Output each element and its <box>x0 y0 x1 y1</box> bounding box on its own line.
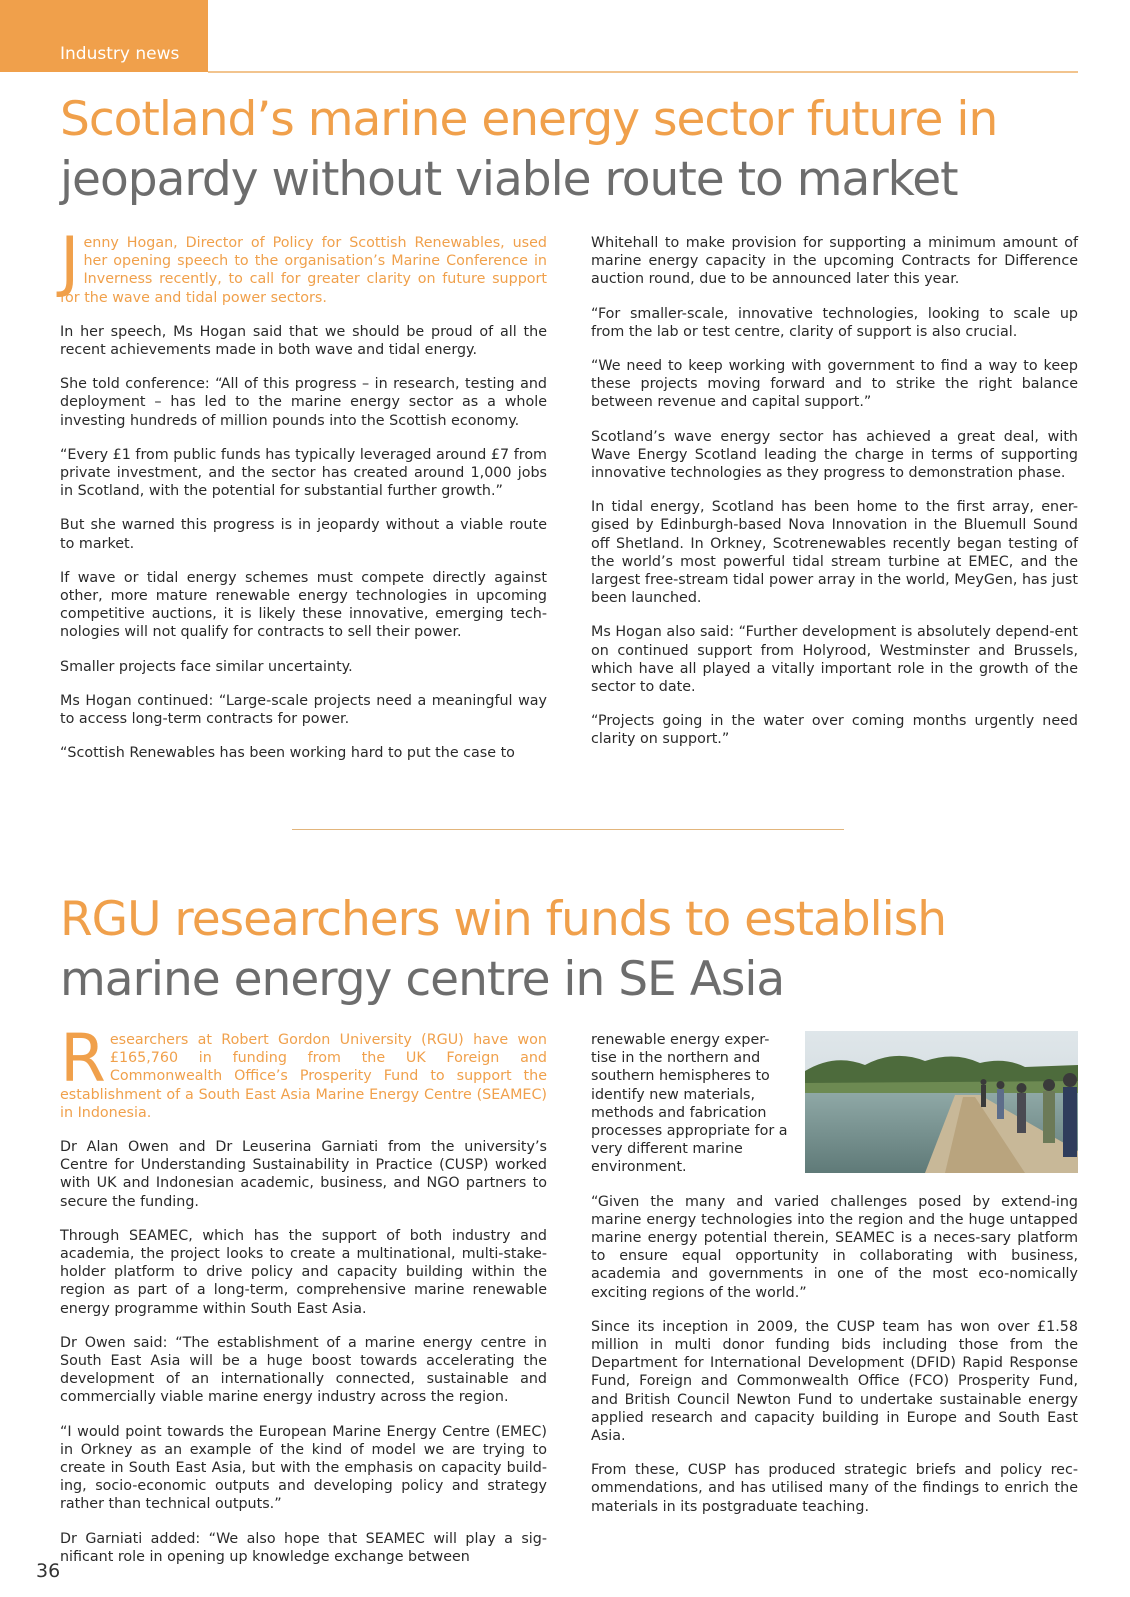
header-rule <box>208 71 1078 73</box>
article2-dropcap: R <box>60 1020 106 1097</box>
paragraph: “Projects going in the water over coming months urgently need clarity on support.” <box>591 713 1078 748</box>
article2-lead-text: esearchers at Robert Gordon University (RGU) have won £165,760 in funding from the UK Foreign and Commonwealth Office’s Prosperity Fund to support the establishment of a South East Asia Marine Energy Centre (SEAMEC) in Indonesia. <box>60 1032 547 1121</box>
coastal-walk-photo <box>805 1031 1078 1173</box>
article1-column-1 <box>60 223 547 778</box>
paragraph: If wave or tidal energy schemes must compete directly against other, more mature renewable energy technologies in upcoming competitive auctions, it is likely these innovative, emerging tech-nologies will not qualify for contracts to sell their power. <box>60 569 547 641</box>
article1-dropcap: J <box>60 223 80 300</box>
article1-headline <box>60 90 997 210</box>
paragraph: From these, CUSP has produced strategic briefs and policy rec-ommendations, and has utilised many of the findings to enrich the materials in its postgraduate teaching. <box>591 1462 1078 1515</box>
section-divider <box>292 829 844 830</box>
paragraph: “For smaller-scale, innovative technologies, looking to scale up from the lab or test centre, clarity of support is also crucial. <box>591 305 1078 340</box>
paragraph: Dr Garniati added: “We also hope that SEAMEC will play a sig-nificant role in opening up knowledge exchange between <box>60 1530 547 1565</box>
paragraph: “Scottish Renewables has been working hard to put the case to <box>60 745 515 762</box>
article1-headline-accent: Scotland’s marine energy sector future in <box>60 92 998 147</box>
paragraph: Smaller projects face similar uncertainty. <box>60 658 353 675</box>
page-number: 36 <box>36 1560 61 1582</box>
paragraph: Ms Hogan also said: “Further development is absolutely depend-ent on continued support from Holyrood, Westminster and Brussels, which have all played a vitally important role in the growth of the sector to date. <box>591 624 1078 696</box>
paragraph: “I would point towards the European Marine Energy Centre (EMEC) in Orkney as an example of the kind of model we are trying to create in South East Asia, but with the emphasis on capacity build-ing, socio-economic outputs and developing policy and strategy rather than technical outputs.” <box>60 1423 547 1513</box>
article1-column-2 <box>591 234 1078 765</box>
paragraph: In her speech, Ms Hogan said that we should be proud of all the recent achievements made in both wave and tidal energy. <box>60 323 547 359</box>
article1-lead-text: enny Hogan, Director of Policy for Scottish Renewables, used her opening speech to the organisation’s Marine Conference in Inverness recently, to call for greater clarity on future support for the wave and tidal power sectors. <box>60 235 547 306</box>
paragraph: But she warned this progress is in jeopardy without a viable route to market. <box>60 517 547 552</box>
paragraph: Dr Owen said: “The establishment of a marine energy centre in South East Asia will be a huge boost towards accelerating the development of an internationally connected, sustainable and commercially viable marine energy industry across the region. <box>60 1334 547 1406</box>
paragraph: Dr Alan Owen and Dr Leuserina Garniati from the university’s Centre for Understanding Sustainability in Practice (CUSP) worked with UK and Indonesian academic, business, and NGO partners to secure the funding. <box>60 1139 547 1210</box>
section-tab <box>0 0 208 72</box>
paragraph: Scotland’s wave energy sector has achieved a great deal, with Wave Energy Scotland leading the charge in terms of supporting innovative technologies as they progress to demonstration phase. <box>591 428 1078 482</box>
paragraph: Whitehall to make provision for supporting a minimum amount of marine energy capacity in the upcoming Contracts for Difference auction round, due to be announced later this year. <box>591 235 1078 288</box>
paragraph: Ms Hogan continued: “Large-scale projects need a meaningful way to access long-term contracts for power. <box>60 692 547 728</box>
article2-lead <box>60 1020 547 1122</box>
article1-headline-grey: jeopardy without viable route to market <box>60 152 958 207</box>
paragraph: She told conference: “All of this progress – in research, testing and deployment – has led to the marine energy sector as a whole investing hundreds of million pounds into the Scottish economy. <box>60 376 547 429</box>
article2-column-1 <box>60 1020 547 1582</box>
paragraph: In tidal energy, Scotland has been home to the first array, ener-gised by Edinburgh-based Nova Innovation in the Bluemull Sound off Shetland. In Orkney, Scotrenewables recently began testing of the world’s most powerful tidal stream turbine at EMEC, and the largest free-stream tidal power array in the world, MeyGen, has just been launched. <box>591 499 1078 607</box>
article2-headline-grey: marine energy centre in SE Asia <box>60 952 785 1007</box>
paragraph: “Given the many and varied challenges posed by extend-ing marine energy technologies into the region and the huge untapped marine energy potential therein, SEAMEC is a neces-sary platform to ensure equal opportunity in collaborating with business, academia and governments in one of the most eco-nomically exciting regions of the world.” <box>591 1193 1078 1301</box>
paragraph: “We need to keep working with government to find a way to keep these projects moving forward and to strike the right balance between revenue and capital support.” <box>591 358 1078 411</box>
paragraph: Through SEAMEC, which has the support of both industry and academia, the project looks to create a multinational, multi-stake-holder platform to drive policy and capacity building within the region as part of a long-term, comprehensive marine renewable energy programme within South East Asia. <box>60 1227 547 1317</box>
photo-illustration <box>805 1031 1078 1173</box>
paragraph: “Every £1 from public funds has typically leveraged around £7 from private investment, and the sector has created around 1,000 jobs in Scotland, with the potential for substantial further growth.” <box>60 446 547 500</box>
article2-headline-accent: RGU researchers win funds to establish <box>60 892 947 947</box>
article2-headline <box>60 890 946 1010</box>
article1-lead <box>60 223 547 307</box>
section-label: Industry news <box>60 44 180 64</box>
paragraph: Since its inception in 2009, the CUSP team has won over £1.58 million in multi donor funding bids including those from the Department for International Development (DFID) Rapid Response Fund, Foreign and Commonwealth Office (FCO) Prosperity Fund, and British Council Newton Fund to undertake sustainable energy applied research and capacity building in Europe and South East Asia. <box>591 1318 1078 1445</box>
article2-wrapped-paragraph: renewable energy exper-tise in the northern and southern hemispheres to identify new materials, methods and fabrication processes appropriate for a very different marine environment. <box>591 1032 788 1176</box>
